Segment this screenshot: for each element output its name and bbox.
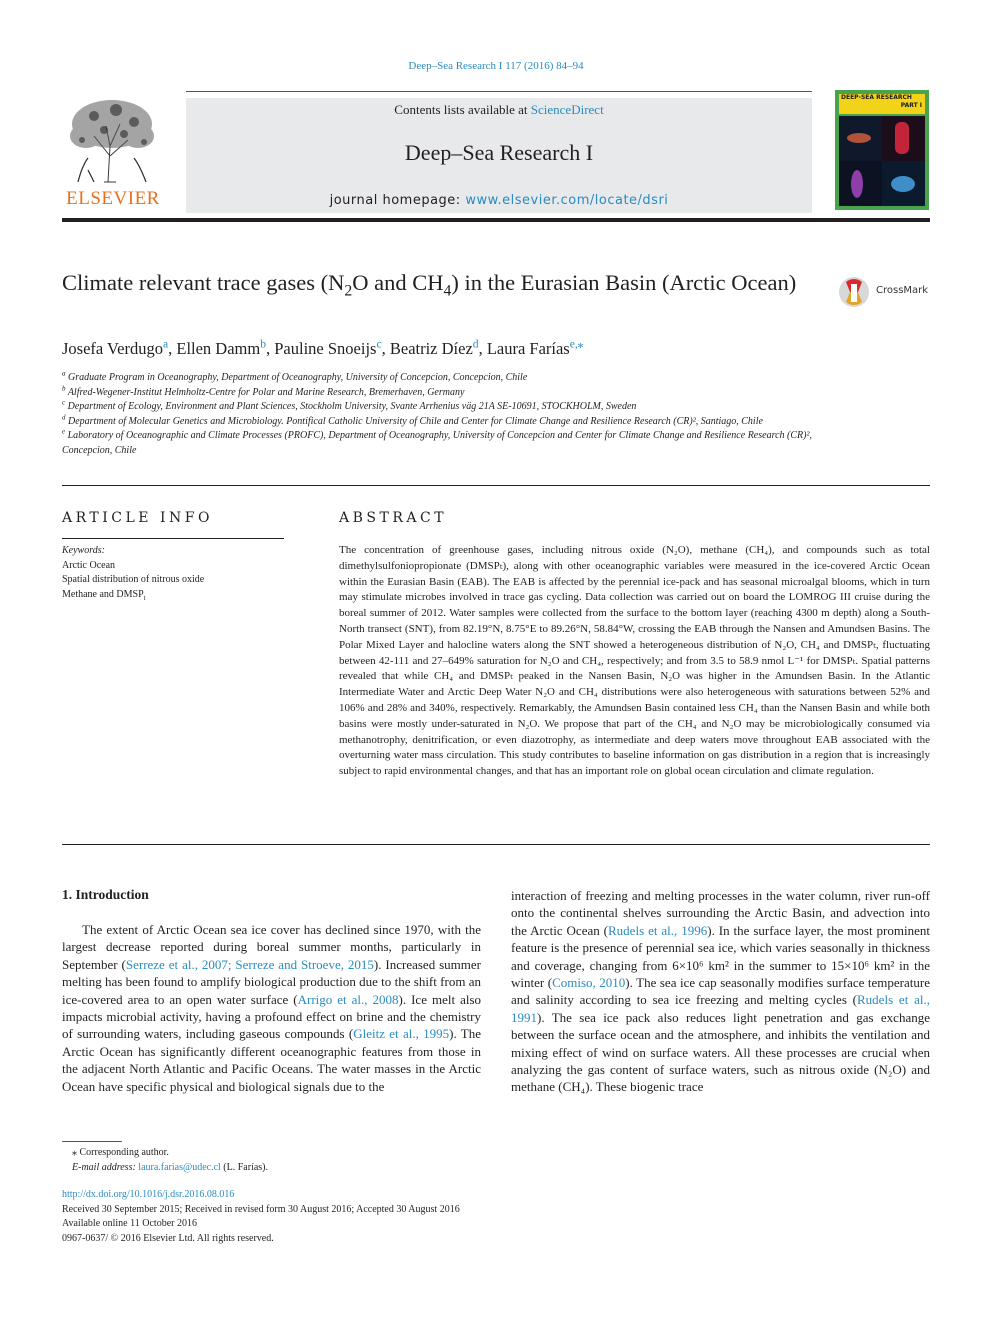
intro-left-column xyxy=(62,921,481,1095)
keyword-text: Methane and DMSP xyxy=(62,588,144,600)
author-separator: , xyxy=(478,339,487,358)
affiliation-mark: d xyxy=(62,413,66,422)
affiliation xyxy=(62,415,830,430)
affiliation xyxy=(62,386,830,401)
header-bottom-rule xyxy=(62,218,930,222)
homepage-link[interactable]: www.elsevier.com/locate/dsri xyxy=(465,193,669,208)
journal-name: Deep–Sea Research I xyxy=(404,140,594,165)
author-name: Beatriz Díez xyxy=(389,339,473,358)
homepage-prefix: journal homepage: xyxy=(329,193,466,208)
keyword-subscript: t xyxy=(143,593,146,602)
elsevier-tree-icon xyxy=(64,96,160,184)
elsevier-wordmark: ELSEVIER xyxy=(66,188,160,209)
affiliation-text: Alfred-Wegener-Institut Helmholtz-Centre for Polar and Marine Research, Bremerhaven, Germany xyxy=(67,386,465,398)
citation-link[interactable]: Serreze et al., 2007; Serreze and Stroeve, 2015 xyxy=(125,956,374,972)
sciencedirect-link[interactable]: ScienceDirect xyxy=(530,102,604,117)
author[interactable] xyxy=(62,339,168,358)
article-info-heading: ARTICLE INFO xyxy=(62,510,213,526)
title-subscript: 2 xyxy=(344,282,353,300)
affiliation-mark: c xyxy=(62,398,66,407)
body-text: ). The sea ice pack also reduces light penetration and gas exchange between the surface ocean and the atmosphere, and inhibits the ventilation and mixing effect of wind on surface waters. All these processes are crucial when analyzing the gas content of surface waters, such as nitrous oxide (N₂O) and methane (CH₄). These biogenic trace xyxy=(511,1009,930,1095)
body-text: ). In the surface layer, the most prominent feature is the presence of perennial sea ice, which varies seasonally in thickness and coverage, changing from 6×10⁶ km² in the summer to 15×10⁶ km² in the winter ( xyxy=(511,922,930,991)
body-text: ). The Arctic Ocean has significantly different oceanographic features from those in the adjacent North Atlantic and Pacific Oceans. The water masses in the Arctic Ocean have specific physical and biological signals due to the xyxy=(62,1026,481,1094)
author-affil-mark[interactable]: a xyxy=(162,338,169,351)
journal-cover[interactable] xyxy=(835,90,929,210)
affiliation-text: Department of Molecular Genetics and Microbiology. Pontifical Catholic University of Chile and Center for Climate Change and Resilience Research (CR)², Santiago, Chile xyxy=(68,415,763,427)
affiliations xyxy=(62,371,830,458)
footnote-corresponding xyxy=(72,1146,572,1175)
affiliation-mark: b xyxy=(62,384,66,393)
abstract-heading: ABSTRACT xyxy=(339,510,448,526)
affiliation-mark: a xyxy=(62,369,66,378)
author[interactable] xyxy=(274,339,381,358)
article-title xyxy=(62,268,822,300)
crossmark-label: CrossMark xyxy=(876,285,929,296)
body-text: interaction of freezing and melting processes in the water column, river run-off onto the continental shelves surrounding the Arctic Basin, and advection into the Arctic Ocean ( xyxy=(511,888,930,938)
footnote-rule xyxy=(62,1141,122,1142)
crossmark-icon xyxy=(836,276,872,308)
body-text: ). Ice melt also impacts microbial activity, having a profound effect on brine and the chemistry of surrounding waters, including gaseous compounds ( xyxy=(62,991,482,1042)
keyword xyxy=(62,588,302,603)
affiliation xyxy=(62,400,830,415)
author-separator: , xyxy=(381,339,390,358)
keywords-label: Keywords: xyxy=(62,545,105,556)
author-affil-mark[interactable]: d xyxy=(472,338,479,351)
title-part: ) in the Eurasian Basin (Arctic Ocean) xyxy=(451,270,797,295)
author-name: Josefa Verdugo xyxy=(62,339,163,358)
header-top-rule xyxy=(186,91,812,92)
intro-right-column xyxy=(511,887,930,1096)
body-text: ). Increased summer melting has been found to amplify biological production due to the shift from an ice-covered area to an open water surface ( xyxy=(62,956,482,1007)
intro-heading: 1. Introduction xyxy=(62,887,149,902)
affiliation-text: Department of Ecology, Environment and Plant Sciences, Stockholm University, Svante Arrhenius väg 21A SE-10691, STOCKHOLM, Sweden xyxy=(67,401,637,412)
author-name: Ellen Damm xyxy=(176,339,261,358)
body-text: The extent of Arctic Ocean sea ice cover has declined since 1970, with the largest decrease reported during boreal summer months, particularly in September ( xyxy=(62,922,481,972)
affiliation-text: Laboratory of Oceanographic and Climate Processes (PROFC), Department of Oceanography, University of Concepcion and Center for Climate Change and Resilience Research (CR)², Concepcion, Chile xyxy=(62,430,812,456)
citation-link[interactable]: Arrigo et al., 2008 xyxy=(297,991,399,1007)
author-affil-mark[interactable]: e,⁎ xyxy=(569,338,584,351)
keywords-block xyxy=(62,544,302,602)
contents-line xyxy=(186,102,812,118)
citation-link[interactable]: Gleitz et al., 1995 xyxy=(353,1026,450,1042)
copyright-line: 0967-0637/ © 2016 Elsevier Ltd. All rights reserved. xyxy=(62,1232,274,1244)
corresponding-author-note: ⁎ Corresponding author. xyxy=(72,1147,169,1158)
journal-header xyxy=(186,98,812,213)
journal-reference[interactable]: Deep–Sea Research I 117 (2016) 84–94 xyxy=(408,60,584,72)
author[interactable] xyxy=(390,339,479,358)
title-part: Climate relevant trace gases (N xyxy=(62,270,345,295)
cover-title: DEEP-SEA RESEARCH xyxy=(841,94,912,101)
email-link[interactable]: laura.farias@udec.cl xyxy=(138,1161,221,1173)
article-info-rule xyxy=(62,538,284,539)
cover-part: PART I xyxy=(900,102,922,109)
title-subscript: 4 xyxy=(443,282,452,300)
keyword: Arctic Ocean xyxy=(62,559,116,571)
author-affil-mark[interactable]: c xyxy=(376,338,382,351)
cover-image xyxy=(839,116,925,206)
available-online: Available online 11 October 2016 xyxy=(62,1218,197,1229)
abstract-bottom-rule xyxy=(62,844,930,845)
affiliation-text: Graduate Program in Oceanography, Department of Oceanography, University of Concepcion, Concepcion, Chile xyxy=(68,372,528,383)
cover-title-band xyxy=(839,94,925,114)
keyword: Spatial distribution of nitrous oxide xyxy=(62,574,205,585)
author-name: Pauline Snoeijs xyxy=(274,339,377,358)
affiliation xyxy=(62,371,830,386)
citation-link[interactable]: Rudels et al., 1996 xyxy=(608,922,708,938)
email-line xyxy=(72,1161,572,1176)
title-part: O and CH xyxy=(352,270,444,295)
article-history xyxy=(62,1188,762,1246)
body-text: ). The sea ice cap seasonally modifies surface temperature and salinity according to sea ice freezing and melting cycles ( xyxy=(511,975,930,1008)
author-affil-mark[interactable]: b xyxy=(260,338,266,351)
author[interactable] xyxy=(487,339,584,358)
homepage-line xyxy=(186,193,812,208)
affiliation-mark: e xyxy=(62,427,66,436)
crossmark-badge[interactable] xyxy=(836,276,932,308)
citation-link[interactable]: Rudels et al., 1991 xyxy=(511,992,930,1025)
author-separator: , xyxy=(168,339,177,358)
received-dates: Received 30 September 2015; Received in revised form 30 August 2016; Accepted 30 August 2016 xyxy=(62,1203,460,1215)
citation-link[interactable]: Comiso, 2010 xyxy=(552,975,626,991)
deep-sea-creatures-icon xyxy=(839,116,925,206)
email-label: E-mail address: xyxy=(72,1161,139,1173)
author-list xyxy=(62,339,922,359)
email-suffix: (L. Farías). xyxy=(220,1161,269,1173)
doi-link[interactable]: http://dx.doi.org/10.1016/j.dsr.2016.08.016 xyxy=(62,1189,235,1200)
elsevier-logo xyxy=(62,96,164,210)
affiliation xyxy=(62,429,830,458)
front-matter-rule xyxy=(62,485,930,486)
contents-prefix: Contents lists available at xyxy=(394,102,531,117)
author-separator: , xyxy=(266,339,275,358)
abstract-text: The concentration of greenhouse gases, including nitrous oxide (N₂O), methane (CH₄), and compounds such as total dimethylsulfoniopropionate (DMSPₜ), along with other oceanographic variables were measured in the ice-covered Arctic Ocean within the Eurasian Basin (EAB). The EAB is affected by the perennial ice-pack and has seasonal microalgal blooms, which in turn may stimulate microbes involved in trace gas cycling. Data collection was carried out on board the LOMROG III cruise during the boreal summer of 2012. Water samples were collected from the surface to the bottom layer (reaching 4300 m depth) along a South-North transect (SNT), from 82.19°N, 8.75°E to 89.26°N, 58.84°W, crossing the EAB through the Nansen and Amundsen Basins. The Polar Mixed Layer and halocline waters along the SNT showed a heterogeneous distribution of N₂O, CH₄ and DMSPₜ, fluctuating between 42-111 and 27–649% saturation for N₂O and CH₄, respectively; and from 3.5 to 58.9 nmol L⁻¹ for DMSPₜ. Spatial patterns revealed that while CH₄ and DMSPₜ peaked in the Nansen Basin, N₂O was higher in the Amundsen Basin. In the Atlantic Intermediate Water and Arctic Deep Water N₂O and CH₄ distributions were also heterogeneous with saturations between 52% and 106% and 28% and 340%, respectively. Remarkably, the Amundsen Basin contained less CH₄ than the Nansen Basin and while both basins were mostly under-saturated in N₂O. We propose that part of the CH₄ and N₂O may be microbiologically consumed via methanotrophy, denitrification, or even diazotrophy, as intermediate and deep waters move throughout EAB associated with the overturning water mass circulation. This study contributes to baseline information on gas distribution in a region that is increasingly subject to rapid environmental changes, and that has an important role on global ocean circulation and climate regulation. xyxy=(339,544,930,778)
author-name: Laura Farías xyxy=(486,339,570,358)
author[interactable] xyxy=(176,339,266,358)
